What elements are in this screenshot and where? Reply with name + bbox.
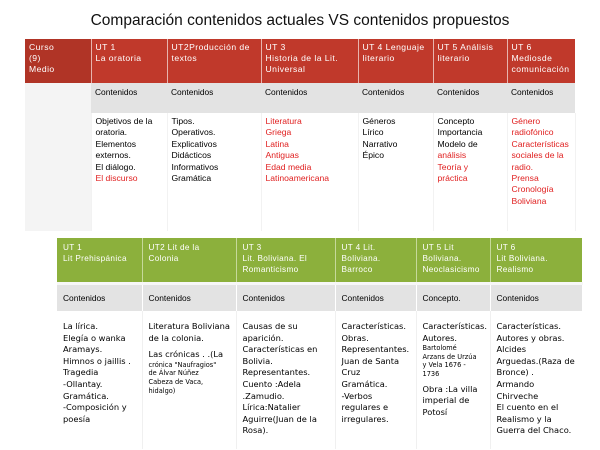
current-header-text: UT 6 — [511, 42, 532, 52]
proposed-header-text: Neoclasicismo — [422, 265, 480, 274]
current-content-cell — [167, 113, 261, 231]
current-content-line: Latinoamericana — [265, 173, 330, 184]
current-subheader-cell: Contenidos — [507, 83, 575, 113]
proposed-subheader-cell: Contenidos — [236, 283, 335, 311]
current-content-line: Características — [511, 138, 569, 149]
proposed-content-line: Lírica:Natalier — [242, 402, 301, 413]
proposed-content-cell — [416, 311, 490, 449]
current-content-line: Concepto — [437, 116, 475, 126]
current-header-text: Universal — [265, 64, 306, 74]
proposed-content-line: Arguedas.(Raza de — [496, 355, 575, 366]
proposed-content-cell — [142, 311, 236, 449]
proposed-content-line: Cuento :Adela — [242, 378, 301, 389]
current-header-cell — [91, 39, 167, 83]
proposed-content-line: Elegía o wanka — [63, 332, 126, 343]
current-content-line: Explicativos — [171, 138, 217, 149]
current-header-text: Mediosde — [511, 53, 553, 63]
proposed-header-row — [57, 238, 582, 283]
current-content-line: análisis — [437, 150, 467, 161]
proposed-content-line: poesía — [63, 413, 91, 424]
proposed-header-text: UT 5 Lit — [422, 243, 454, 252]
current-header-text: comunicación — [511, 64, 570, 74]
proposed-header-text: Realismo — [496, 265, 534, 274]
proposed-header-text: UT 6 — [496, 243, 516, 252]
proposed-content-line: Gramática. — [63, 390, 109, 401]
proposed-content-line: Tragedia — [63, 367, 99, 378]
proposed-content-cell — [490, 311, 582, 449]
current-subheader-cell — [25, 83, 91, 113]
current-content-line: Lírico — [362, 127, 384, 138]
current-header-text: literario — [362, 53, 395, 63]
proposed-content-line: imperial de — [422, 395, 470, 406]
proposed-content-line: Bartolomé — [422, 344, 457, 353]
proposed-header-text: Boliviana. — [422, 254, 462, 263]
proposed-content-line: Armando — [496, 378, 535, 389]
proposed-header-text: UT2 Lit de la — [148, 243, 200, 252]
current-content-line: práctica — [437, 173, 468, 184]
proposed-content-line: El cuento en el — [496, 402, 559, 413]
proposed-content-line: -Verbos — [341, 390, 373, 401]
current-content-line: Operativos. — [171, 127, 216, 138]
current-content-line: Didácticos — [171, 150, 212, 161]
proposed-content-line: Arzans de Urzúa — [422, 352, 477, 361]
proposed-content-line: Autores. — [422, 332, 458, 343]
current-content-line: sociales de la — [511, 150, 564, 161]
proposed-content-line: Obras. — [341, 332, 369, 343]
current-header-text: textos — [171, 53, 198, 63]
current-subheader-cell: Contenidos — [358, 83, 433, 113]
current-header-text: Curso — [29, 42, 55, 52]
current-contents-table — [25, 39, 576, 231]
current-content-line: Objetivos de la — [95, 116, 153, 126]
proposed-header-cell — [142, 238, 236, 283]
current-content-line: Antiguas — [265, 150, 299, 161]
proposed-content-cell — [236, 311, 335, 449]
current-content-cell — [91, 113, 167, 231]
current-content-line: Modelo de — [437, 138, 478, 149]
proposed-header-text: Lit Boliviana. — [496, 254, 548, 263]
proposed-content-line: -Composición y — [63, 402, 127, 413]
current-content-line: Género radiofónico — [511, 116, 554, 138]
current-content-cell — [25, 113, 91, 231]
proposed-content-line: Aguirre(Juan de la — [242, 413, 317, 424]
proposed-content-line: Cabeza de Vaca, — [148, 377, 204, 386]
current-content-cell — [507, 113, 575, 231]
proposed-subheader-cell: Contenidos — [335, 283, 416, 311]
current-content-line: Griega — [265, 127, 292, 138]
proposed-subheader-cell: Contenidos — [57, 283, 142, 311]
current-content-line: Latina — [265, 138, 289, 149]
proposed-content-line: Características. — [496, 321, 561, 331]
proposed-content-line: La lírica. — [63, 321, 98, 331]
proposed-content-line: 1736 — [422, 369, 440, 378]
current-content-line: Narrativo — [362, 138, 398, 149]
current-content-line: Prensa — [511, 173, 539, 184]
proposed-content-line: irregulares. — [341, 413, 389, 424]
current-content-cell — [358, 113, 433, 231]
proposed-content-line: -Ollantay. — [63, 378, 103, 389]
proposed-subheader-cell: Contenidos — [142, 283, 236, 311]
proposed-content-line: Himnos o jaillis . — [63, 355, 131, 366]
proposed-header-cell — [335, 238, 416, 283]
proposed-header-cell — [416, 238, 490, 283]
proposed-content-line: Las crónicas . .(La — [148, 349, 224, 360]
proposed-content-line: Alcides — [496, 344, 527, 355]
proposed-header-text: Lit Prehispánica — [63, 254, 127, 263]
proposed-body-row — [57, 311, 582, 449]
current-header-row — [25, 39, 575, 83]
current-content-line: El discurso — [95, 173, 138, 184]
current-content-line: Importancia — [437, 127, 483, 138]
current-header-text: literario — [437, 53, 470, 63]
proposed-content-line: Representantes. — [242, 367, 311, 378]
proposed-header-text: Romanticismo — [242, 265, 299, 274]
proposed-content-line: Rosa). — [242, 425, 269, 436]
current-header-cell — [25, 39, 91, 83]
current-subheader-row — [25, 83, 575, 113]
proposed-header-text: UT 3 — [242, 243, 262, 252]
proposed-content-line: Potosí — [422, 406, 448, 417]
proposed-header-text: UT 4 Lit. — [341, 243, 376, 252]
current-header-cell — [261, 39, 358, 83]
current-header-text: (9) — [29, 53, 41, 63]
current-header-cell — [507, 39, 575, 83]
proposed-content-line: Bolivia. — [242, 355, 273, 366]
current-header-text: UT 5 Análisis — [437, 42, 494, 52]
proposed-content-cell — [335, 311, 416, 449]
proposed-header-cell — [236, 238, 335, 283]
current-content-line: Tipos. — [171, 116, 195, 126]
proposed-content-line: Bronce) . — [496, 367, 534, 378]
proposed-content-line: .Zamudio. — [242, 390, 285, 401]
current-header-text: UT 4 Lenguaje — [362, 42, 425, 52]
proposed-content-line: Características en — [242, 344, 318, 355]
proposed-content-line: Obra :La villa — [422, 383, 478, 394]
current-header-text: UT 3 — [265, 42, 286, 52]
proposed-content-line: Causas de su — [242, 321, 298, 331]
current-header-text: Medio — [29, 64, 55, 74]
proposed-subheader-cell: Concepto. — [416, 283, 490, 311]
proposed-header-text: Barroco — [341, 265, 373, 274]
current-subheader-cell: Contenidos — [91, 83, 167, 113]
proposed-content-line: Características. — [341, 321, 406, 331]
current-body-row — [25, 113, 575, 231]
current-content-line: Boliviana — [511, 195, 547, 206]
current-header-text: Historia de la Lit. — [265, 53, 339, 63]
proposed-content-line: aparición. — [242, 332, 284, 343]
current-content-line: Épico — [362, 150, 384, 161]
proposed-content-line: crónica "Naufragios" — [148, 360, 217, 369]
proposed-subheader-row — [57, 283, 582, 311]
current-content-line: radio. — [511, 161, 533, 172]
proposed-content-line: Chirveche — [496, 390, 539, 401]
proposed-content-line: y Vela 1676 - — [422, 361, 466, 370]
current-content-line: Gramática — [171, 173, 212, 184]
current-content-line: Cronología — [511, 184, 554, 195]
proposed-content-line: Literatura Boliviana — [148, 321, 230, 331]
current-header-text: UT 1 — [95, 42, 116, 52]
proposed-header-text: Lit. Boliviana. El — [242, 254, 308, 263]
proposed-content-line: Gramática. — [341, 378, 388, 389]
proposed-header-text: UT 1 — [63, 243, 82, 252]
proposed-header-cell — [57, 238, 142, 283]
proposed-content-line: regulares e — [341, 402, 389, 413]
current-content-line: Edad media — [265, 161, 312, 172]
current-content-line: Géneros — [362, 116, 396, 126]
proposed-content-line: hidalgo) — [148, 386, 176, 395]
proposed-content-line: Cruz — [341, 367, 361, 378]
proposed-subheader-cell: Contenidos — [490, 283, 582, 311]
proposed-content-line: Autores y obras. — [496, 332, 565, 343]
current-subheader-cell: Contenidos — [167, 83, 261, 113]
current-content-line: Informativos — [171, 161, 219, 172]
current-content-line: externos. — [95, 150, 131, 161]
current-content-line: oratoria. — [95, 127, 128, 138]
current-header-cell — [358, 39, 433, 83]
current-content-line: Teoría y — [437, 161, 469, 172]
current-header-text: La oratoria — [95, 53, 142, 63]
current-header-cell — [433, 39, 507, 83]
current-content-line: Elementos — [95, 138, 137, 149]
current-content-cell — [261, 113, 358, 231]
proposed-content-line: Guerra del Chaco. — [496, 425, 572, 436]
current-subheader-cell: Contenidos — [261, 83, 358, 113]
proposed-contents-table — [57, 238, 583, 449]
proposed-content-line: Juan de Santa — [341, 355, 400, 366]
current-content-line: El diálogo. — [95, 161, 136, 172]
proposed-content-line: Características. — [422, 321, 487, 331]
current-header-text: UT2Producción de — [171, 42, 250, 52]
current-content-line: Literatura — [265, 116, 302, 126]
proposed-content-line: Realismo y la — [496, 413, 552, 424]
current-subheader-cell: Contenidos — [433, 83, 507, 113]
proposed-content-line: Aramays. — [63, 344, 103, 355]
current-header-cell — [167, 39, 261, 83]
proposed-header-text: Boliviana. — [341, 254, 381, 263]
proposed-content-line: Representantes. — [341, 344, 410, 355]
slide-title: Comparación contenidos actuales VS contenidos propuestos — [90, 12, 510, 29]
proposed-content-cell — [57, 311, 142, 449]
current-content-cell — [433, 113, 507, 231]
proposed-content-line: de la colonia. — [148, 332, 204, 343]
proposed-header-cell — [490, 238, 582, 283]
proposed-header-text: Colonia — [148, 254, 179, 263]
proposed-content-line: de Álvar Núñez — [148, 369, 199, 378]
